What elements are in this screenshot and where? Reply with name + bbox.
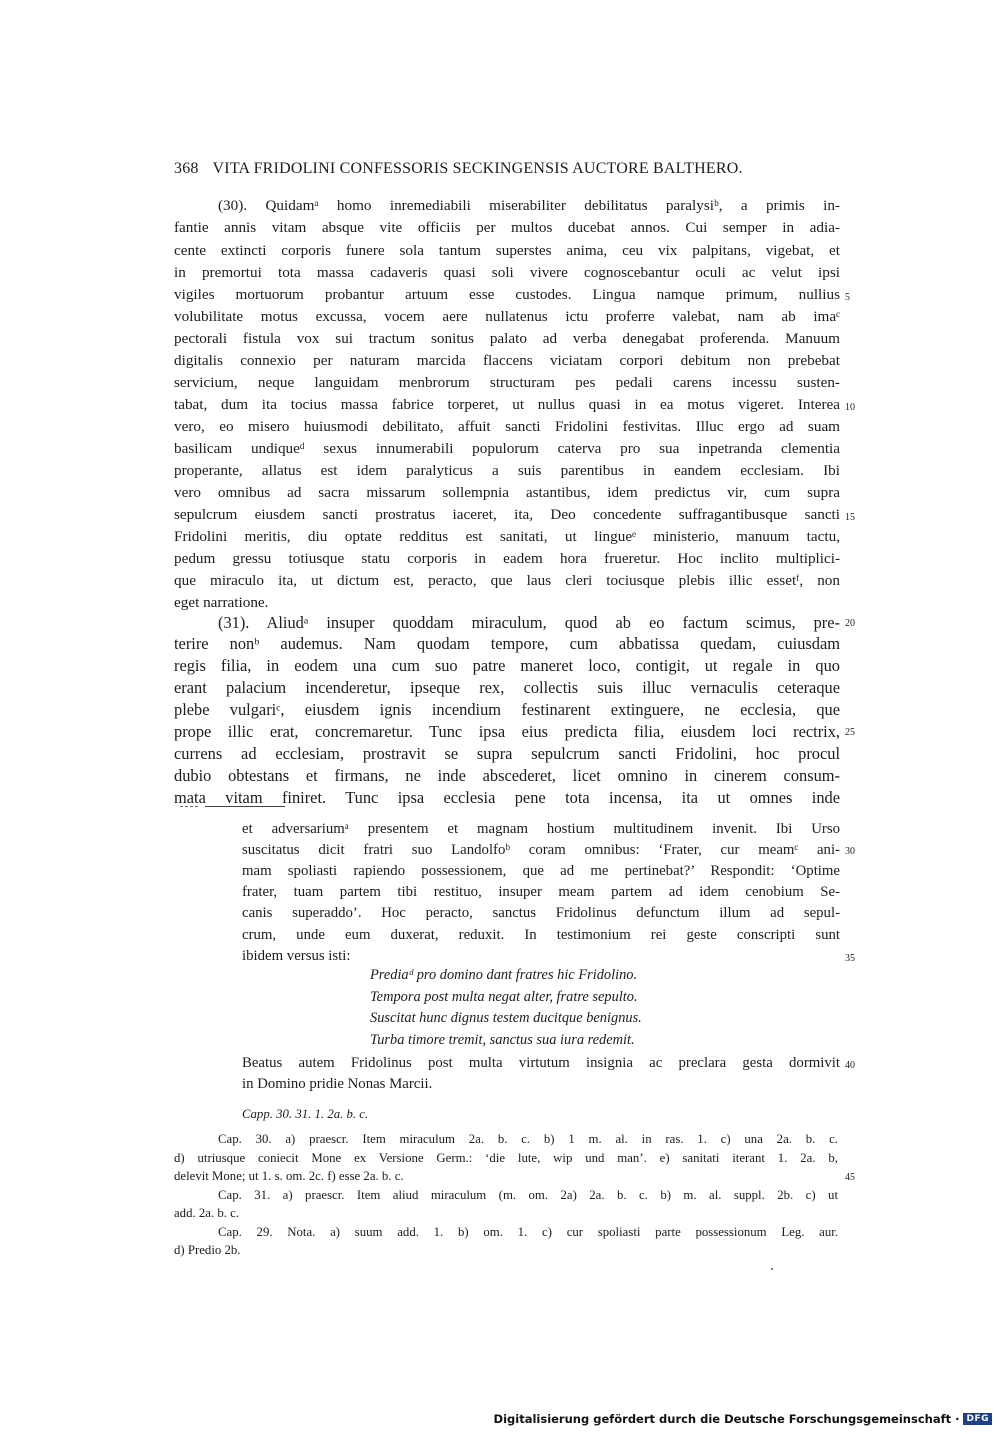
text-line: digitalis connexio per naturam marcida flaccens viciatam corpori debitum non prebebat <box>174 352 840 369</box>
note-line: Capp. 30. 31. 1. 2a. b. c. <box>242 1107 369 1121</box>
running-header <box>174 160 834 178</box>
text-line: servicium, neque languidam menbrorum structuram pes pedali carens incessu susten- <box>174 374 840 391</box>
verse-line: Tempora post multa negat alter, fratre sepulto. <box>370 989 638 1005</box>
text-line: tabat, dum ita tocius massa fabrice torperet, ut nullus quasi in ea motus vigeret. Interea <box>174 396 840 413</box>
text-line: Beatus autem Fridolinus post multa virtutum insignia ac preclara gesta dormivit <box>242 1055 840 1071</box>
note-line: Cap. 29. Nota. a) suum add. 1. b) om. 1. c) cur spoliasti parte possessionum Leg. aur. <box>218 1225 838 1239</box>
text-line: plebe vulgariᶜ, eiusdem ignis incendium festinarent extinguere, ne ecclesia, que <box>174 700 840 719</box>
note-line: Cap. 31. a) praescr. Item aliud miraculum (m. om. 2a) 2a. b. c. b) m. al. suppl. 2b. c) ut <box>218 1188 838 1202</box>
line-number: 25 <box>845 727 855 738</box>
line-number: 40 <box>845 1060 855 1071</box>
text-line: canis superaddo’. Hoc peracto, sanctus Fridolinus defunctum illum ad sepul- <box>242 905 840 921</box>
funding-footer <box>494 1412 992 1426</box>
page-number: 368 <box>174 160 199 177</box>
text-line: pedum gressu totiusque statu corporis in eadem hora frueretur. Hoc inclito multiplici- <box>174 550 840 567</box>
text-line: (30). Quidamᵃ homo inremediabili miserabiliter debilitatus paralysiᵇ, a primis in- <box>218 197 840 214</box>
verse-line: Turba timore tremit, sanctus sua iura redemit. <box>370 1032 635 1048</box>
text-line: Fridolini meritis, diu optate redditus est sanitati, ut lingueᵉ ministerio, manuum tactu, <box>174 528 840 545</box>
text-line: cente extincti corporis funere sola tantum superstes anima, ceu vix palpitans, vigebat, et <box>174 242 840 259</box>
text-line: pectorali fistula vox sui tractum sonitus palato ad verba denegabat proferenda. Manuum <box>174 330 840 347</box>
page-speck <box>771 1268 773 1270</box>
text-line: volubilitate motus excussa, vocem aere nullatenus ictu proferre valebat, nam ab imaᶜ <box>174 308 840 325</box>
text-line: erant palacium incenderetur, ipseque rex, collectis suis illuc vernaculis ceteraque <box>174 678 840 697</box>
line-number: 15 <box>845 512 855 523</box>
dfg-logo: DFG <box>963 1413 992 1425</box>
text-line: currens ad ecclesiam, prostravit se supra sepulcrum sancti Fridolini, hoc procul <box>174 744 840 763</box>
text-line: prope illic erat, concremaretur. Tunc ipsa eius predicta filia, eiusdem loci rectrix, <box>174 722 840 741</box>
text-line: in premortui tota massa cadaveris quasi soli vivere cognoscebantur oculi ac velut ipsi <box>174 264 840 281</box>
text-line: ibidem versus isti: <box>242 948 351 964</box>
text-line: (31). Aliudᵃ insuper quoddam miraculum, quod ab eo factum scimus, pre- <box>218 613 840 632</box>
text-line: in Domino pridie Nonas Marcii. <box>242 1076 433 1092</box>
line-number: 5 <box>845 292 850 303</box>
text-line: properante, allatus est idem paralyticus a suis parentibus in eandem ecclesiam. Ibi <box>174 462 840 479</box>
text-line: vero, eo misero huiusmodi debilitato, affuit sancti Fridolini festivitas. Illuc ergo ad suam <box>174 418 840 435</box>
line-number: 35 <box>845 953 855 964</box>
note-line: d) utriusque coniecit Mone ex Versione Germ.: ‘die lute, wip und man’. e) sanitati iterant 1. 2a. b, <box>174 1151 838 1165</box>
line-number: 45 <box>845 1172 855 1183</box>
text-line: et adversariumᵃ presentem et magnam hostium multitudinem invenit. Ibi Urso <box>242 821 840 837</box>
note-line: d) Predio 2b. <box>174 1243 241 1257</box>
line-number: 30 <box>845 846 855 857</box>
line-number: 20 <box>845 618 855 629</box>
text-line: eget narratione. <box>174 594 269 611</box>
separator-rule <box>205 806 285 807</box>
note-line: delevit Mone; ut 1. s. om. 2c. f) esse 2a. b. c. <box>174 1169 404 1183</box>
text-line: fantie annis vitam absque vite officiis per multos ducebat annos. Cui semper in adia- <box>174 219 840 236</box>
separator-rule-dashed <box>180 806 198 807</box>
text-line: mam spoliasti rapiendo possessionem, que ad me pertinebat?’ Respondit: ‘Optime <box>242 863 840 879</box>
text-line: crum, unde eum duxerat, reduxit. In testimonium rei geste conscripti sunt <box>242 927 840 943</box>
text-line: frater, tuam partem tibi restituo, insuper meam partem ad idem cenobium Se- <box>242 884 840 900</box>
line-number: 10 <box>845 402 855 413</box>
text-line: terire nonᵇ audemus. Nam quodam tempore, cum abbatissa quedam, cuiusdam <box>174 634 840 653</box>
text-line: suscitatus dicit fratri suo Landolfoᵇ coram omnibus: ‘Frater, cur meamᶜ ani- <box>242 842 840 858</box>
running-title: VITA FRIDOLINI CONFESSORIS SECKINGENSIS AUCTORE BALTHERO. <box>212 160 743 177</box>
footer-text: Digitalisierung gefördert durch die Deutsche Forschungsgemeinschaft · <box>493 1412 960 1426</box>
text-line: vigiles mortuorum probantur artuum esse custodes. Lingua namque primum, nullius <box>174 286 840 303</box>
verse-line: Suscitat hunc dignus testem ducitque benignus. <box>370 1010 642 1026</box>
note-line: Cap. 30. a) praescr. Item miraculum 2a. b. c. b) 1 m. al. in ras. 1. c) una 2a. b. c. <box>218 1132 838 1146</box>
verse-line: Prediaᵈ pro domino dant fratres hic Fridolino. <box>370 967 638 983</box>
text-line: que miraculo ita, ut dictum est, peracto, que laus cleri tociusque plebis illic essetᶠ, non <box>174 572 840 589</box>
note-line: add. 2a. b. c. <box>174 1206 240 1220</box>
text-line: dubio obtestans et firmans, ne inde abscederet, licet omnino in cinerem consum- <box>174 766 840 785</box>
text-line: regis filia, in eodem una cum suo patre maneret loco, contigit, ut regale in quo <box>174 656 840 675</box>
text-line: basilicam undiqueᵈ sexus innumerabili populorum caterva pro sua inpetranda clementia <box>174 440 840 457</box>
text-line: mata vitam finiret. Tunc ipsa ecclesia pene tota incensa, ita ut omnes inde <box>174 788 840 807</box>
text-line: sepulcrum eiusdem sancti prostratus iaceret, ita, Deo concedente suffragantibusque sancti <box>174 506 840 523</box>
text-line: vero omnibus ad sacra missarum sollempnia astantibus, idem predictus vir, cum supra <box>174 484 840 501</box>
